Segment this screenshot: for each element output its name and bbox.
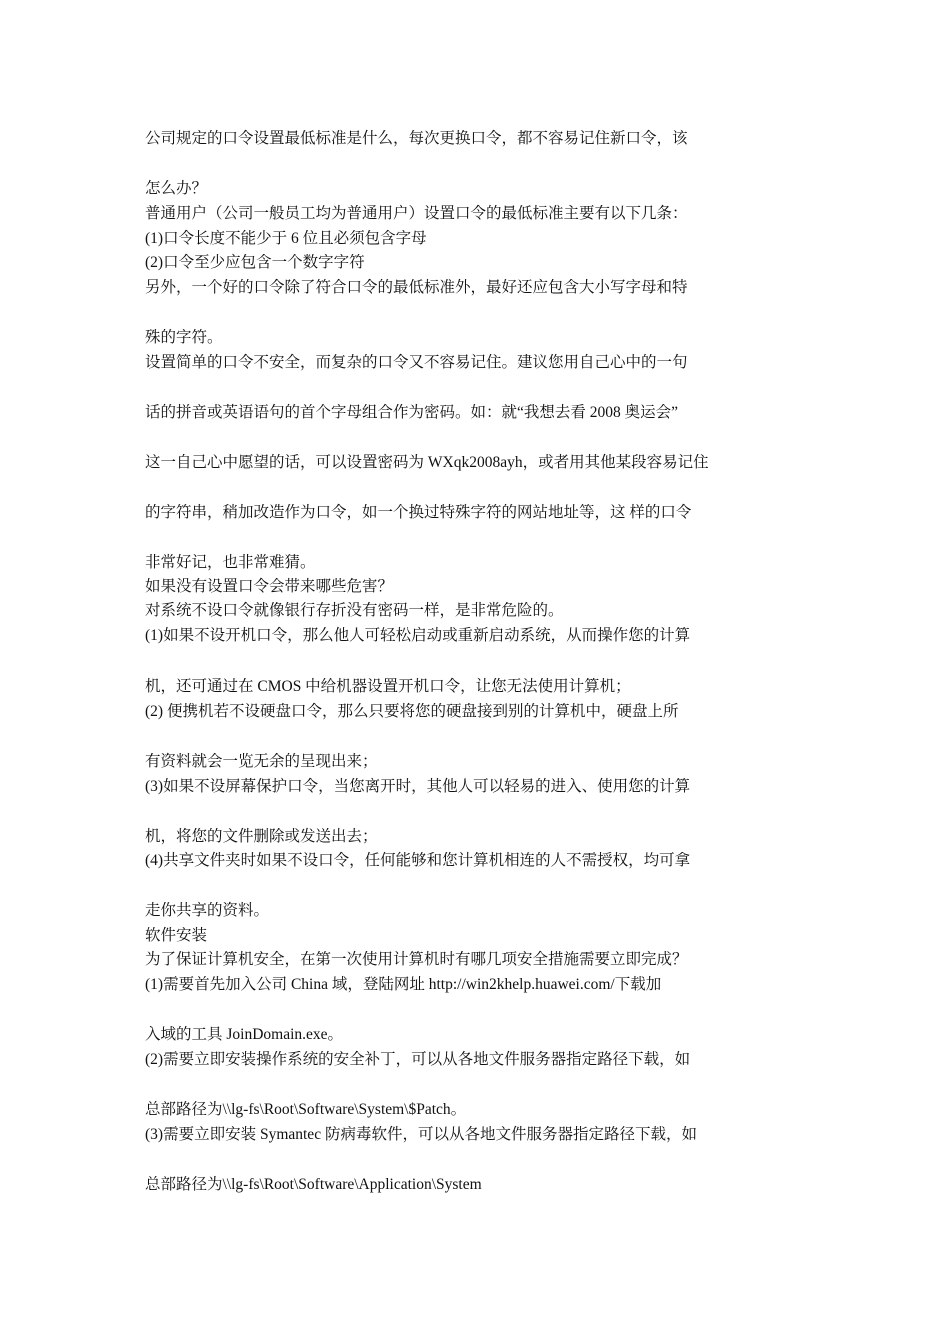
text-line: 走你共享的资料。 (145, 902, 270, 919)
text-line: 如果没有设置口令会带来哪些危害？ (145, 578, 394, 595)
text-line: 这一自己心中愿望的话，可以设置密码为 WXqk2008ayh，或者用其他某段容易记住 (145, 454, 709, 471)
text-line: (2)需要立即安装操作系统的安全补丁，可以从各地文件服务器指定路径下载，如 (145, 1051, 691, 1068)
text-line: 总部路径为\\lg-fs\Root\Software\Application\System (145, 1176, 482, 1193)
text-line: (3)如果不设屏幕保护口令，当您离开时，其他人可以轻易的进入、使用您的计算 (145, 778, 691, 795)
text-line: 总部路径为\\lg-fs\Root\Software\System\$Patch。 (145, 1101, 467, 1118)
text-line: (2)口令至少应包含一个数字字符 (145, 254, 365, 271)
text-line: 机，还可通过在 CMOS 中给机器设置开机口令，让您无法使用计算机； (145, 678, 631, 695)
text-line: 的字符串，稍加改造作为口令，如一个换过特殊字符的网站地址等，这 样的口令 (145, 504, 692, 521)
text-line: 入域的工具 JoinDomain.exe。 (145, 1026, 344, 1043)
text-line: (4)共享文件夹时如果不设口令，任何能够和您计算机相连的人不需授权，均可拿 (145, 852, 691, 869)
text-line: 对系统不设口令就像银行存折没有密码一样，是非常危险的。 (145, 602, 564, 619)
text-line: 公司规定的口令设置最低标准是什么，每次更换口令，都不容易记住新口令，该 (145, 130, 688, 147)
text-line: (1)口令长度不能少于 6 位且必须包含字母 (145, 230, 427, 247)
text-line: 为了保证计算机安全，在第一次使用计算机时有哪几项安全措施需要立即完成？ (145, 951, 688, 968)
text-line: (1)如果不设开机口令，那么他人可轻松启动或重新启动系统，从而操作您的计算 (145, 627, 691, 644)
text-line: (3)需要立即安装 Symantec 防病毒软件，可以从各地文件服务器指定路径下载，如 (145, 1126, 697, 1143)
text-line: (1)需要首先加入公司 China 域，登陆网址 http://win2khelp.huawei.com/下载加 (145, 976, 662, 993)
text-line: 另外，一个好的口令除了符合口令的最低标准外，最好还应包含大小写字母和特 (145, 279, 688, 296)
text-line: 有资料就会一览无余的呈现出来； (145, 753, 378, 770)
text-line: 话的拼音或英语语句的首个字母组合作为密码。如：就“我想去看 2008 奥运会” (145, 404, 679, 421)
text-line: (2) 便携机若不设硬盘口令，那么只要将您的硬盘接到别的计算机中，硬盘上所 (145, 703, 679, 720)
text-line: 设置简单的口令不安全，而复杂的口令又不容易记住。建议您用自己心中的一句 (145, 354, 688, 371)
text-line: 非常好记，也非常难猜。 (145, 554, 316, 571)
text-line: 普通用户（公司一般员工均为普通用户）设置口令的最低标准主要有以下几条： (145, 205, 688, 222)
text-line: 殊的字符。 (145, 329, 223, 346)
section-heading: 软件安装 (145, 927, 208, 944)
text-line: 机，将您的文件删除或发送出去； (145, 828, 378, 845)
text-line: 怎么办？ (145, 180, 208, 197)
